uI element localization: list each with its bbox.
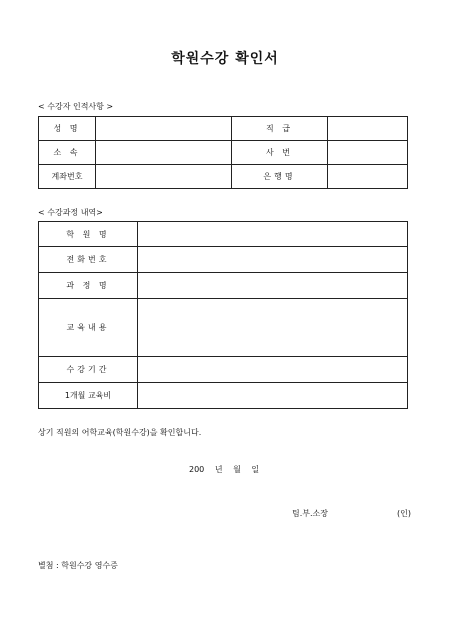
- document-title: 학원수강 확인서: [171, 51, 279, 67]
- monthly-fee-label: 1개월 교육비: [39, 383, 138, 409]
- name-field[interactable]: [96, 117, 232, 141]
- course-row-fee: [39, 383, 408, 409]
- academy-name-label: 학 원 명: [39, 222, 138, 247]
- course-content-field[interactable]: [138, 299, 408, 357]
- phone-number-label: 전화번호: [39, 247, 138, 273]
- course-row-phone: [39, 247, 408, 273]
- account-number-label: 계좌번호: [39, 165, 96, 189]
- rank-field[interactable]: [328, 117, 408, 141]
- course-details-table: [38, 221, 408, 409]
- bank-name-label: 은행명: [232, 165, 328, 189]
- employee-number-label: 사 번: [232, 141, 328, 165]
- signer-title: 팀.부.소장: [292, 509, 328, 518]
- course-row-academy: [39, 222, 408, 247]
- attachment-note: 별첨 : 학원수강 영수증: [38, 561, 118, 570]
- department-field[interactable]: [96, 141, 232, 165]
- date-line: 200 년 월 일: [189, 465, 260, 474]
- confirmation-statement: 상기 직원의 어학교육(학원수강)을 확인합니다.: [38, 428, 202, 437]
- monthly-fee-field[interactable]: [138, 383, 408, 409]
- course-period-label: 수강기간: [39, 357, 138, 383]
- course-name-label: 과 정 명: [39, 273, 138, 299]
- applicant-info-table: [38, 116, 408, 189]
- employee-number-field[interactable]: [328, 141, 408, 165]
- course-content-label: 교육내용: [39, 299, 138, 357]
- applicant-section-heading: < 수강자 인적사항 >: [38, 102, 114, 111]
- course-row-course-name: [39, 273, 408, 299]
- course-row-period: [39, 357, 408, 383]
- account-number-field[interactable]: [96, 165, 232, 189]
- course-name-field[interactable]: [138, 273, 408, 299]
- course-period-field[interactable]: [138, 357, 408, 383]
- applicant-row-name: [39, 117, 408, 141]
- course-row-content: [39, 299, 408, 357]
- academy-name-field[interactable]: [138, 222, 408, 247]
- rank-label: 직 급: [232, 117, 328, 141]
- applicant-row-bank: [39, 165, 408, 189]
- department-label: 소 속: [39, 141, 96, 165]
- name-label: 성 명: [39, 117, 96, 141]
- course-section-heading: < 수강과정 내역>: [38, 208, 103, 217]
- phone-number-field[interactable]: [138, 247, 408, 273]
- applicant-row-department: [39, 141, 408, 165]
- seal-mark: (인): [397, 509, 411, 518]
- bank-name-field[interactable]: [328, 165, 408, 189]
